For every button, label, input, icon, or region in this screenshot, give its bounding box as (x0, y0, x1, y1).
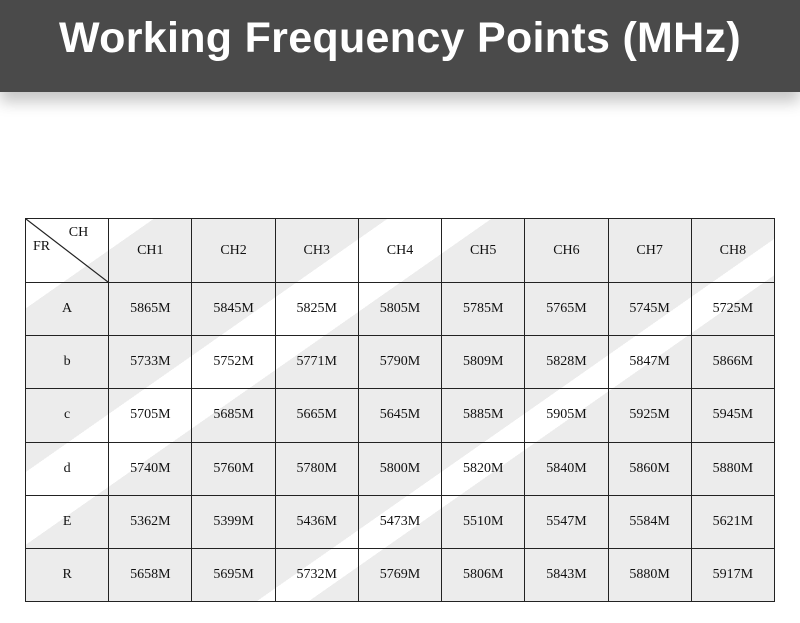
frequency-cell: 5800M (358, 442, 441, 495)
table-row (26, 495, 775, 548)
frequency-cell: 5695M (192, 548, 275, 601)
frequency-cell: 5847M (608, 336, 691, 389)
column-header-ch8: CH8 (691, 219, 774, 283)
frequency-cell: 5843M (525, 548, 608, 601)
corner-cell (26, 219, 109, 283)
table-row (26, 283, 775, 336)
row-label: E (26, 495, 109, 548)
frequency-cell: 5752M (192, 336, 275, 389)
column-header-ch4: CH4 (358, 219, 441, 283)
row-label: c (26, 389, 109, 442)
row-label: A (26, 283, 109, 336)
frequency-table (25, 218, 775, 602)
frequency-cell: 5685M (192, 389, 275, 442)
frequency-cell: 5825M (275, 283, 358, 336)
frequency-cell: 5765M (525, 283, 608, 336)
frequency-cell: 5665M (275, 389, 358, 442)
frequency-cell: 5785M (442, 283, 525, 336)
frequency-cell: 5621M (691, 495, 774, 548)
corner-row-label: FR (33, 239, 51, 254)
frequency-cell: 5473M (358, 495, 441, 548)
table-row (26, 336, 775, 389)
frequency-cell: 5658M (109, 548, 192, 601)
row-label: d (26, 442, 109, 495)
column-header-ch2: CH2 (192, 219, 275, 283)
frequency-cell: 5399M (192, 495, 275, 548)
column-header-ch5: CH5 (442, 219, 525, 283)
frequency-cell: 5866M (691, 336, 774, 389)
frequency-cell: 5828M (525, 336, 608, 389)
frequency-cell: 5510M (442, 495, 525, 548)
frequency-cell: 5820M (442, 442, 525, 495)
row-label: R (26, 548, 109, 601)
frequency-cell: 5925M (608, 389, 691, 442)
corner-column-label: CH (68, 225, 89, 240)
table-header-row (26, 219, 775, 283)
title-banner (0, 0, 800, 92)
column-header-ch7: CH7 (608, 219, 691, 283)
column-header-ch1: CH1 (109, 219, 192, 283)
frequency-cell: 5547M (525, 495, 608, 548)
frequency-cell: 5917M (691, 548, 774, 601)
table-row (26, 548, 775, 601)
frequency-cell: 5885M (442, 389, 525, 442)
frequency-cell: 5733M (109, 336, 192, 389)
frequency-cell: 5945M (691, 389, 774, 442)
frequency-cell: 5725M (691, 283, 774, 336)
table-row (26, 442, 775, 495)
frequency-cell: 5740M (109, 442, 192, 495)
page-title: Working Frequency Points (MHz) (59, 14, 741, 62)
frequency-cell: 5760M (192, 442, 275, 495)
table-row (26, 389, 775, 442)
frequency-cell: 5845M (192, 283, 275, 336)
frequency-cell: 5732M (275, 548, 358, 601)
frequency-cell: 5705M (109, 389, 192, 442)
frequency-cell: 5805M (358, 283, 441, 336)
frequency-cell: 5865M (109, 283, 192, 336)
frequency-cell: 5584M (608, 495, 691, 548)
frequency-cell: 5880M (691, 442, 774, 495)
frequency-cell: 5840M (525, 442, 608, 495)
column-header-ch3: CH3 (275, 219, 358, 283)
frequency-cell: 5880M (608, 548, 691, 601)
frequency-table-container (25, 218, 775, 602)
frequency-cell: 5745M (608, 283, 691, 336)
frequency-cell: 5645M (358, 389, 441, 442)
frequency-cell: 5436M (275, 495, 358, 548)
frequency-cell: 5860M (608, 442, 691, 495)
frequency-cell: 5769M (358, 548, 441, 601)
frequency-cell: 5362M (109, 495, 192, 548)
row-label: b (26, 336, 109, 389)
frequency-cell: 5780M (275, 442, 358, 495)
frequency-cell: 5771M (275, 336, 358, 389)
frequency-cell: 5806M (442, 548, 525, 601)
frequency-cell: 5790M (358, 336, 441, 389)
frequency-cell: 5809M (442, 336, 525, 389)
column-header-ch6: CH6 (525, 219, 608, 283)
frequency-cell: 5905M (525, 389, 608, 442)
